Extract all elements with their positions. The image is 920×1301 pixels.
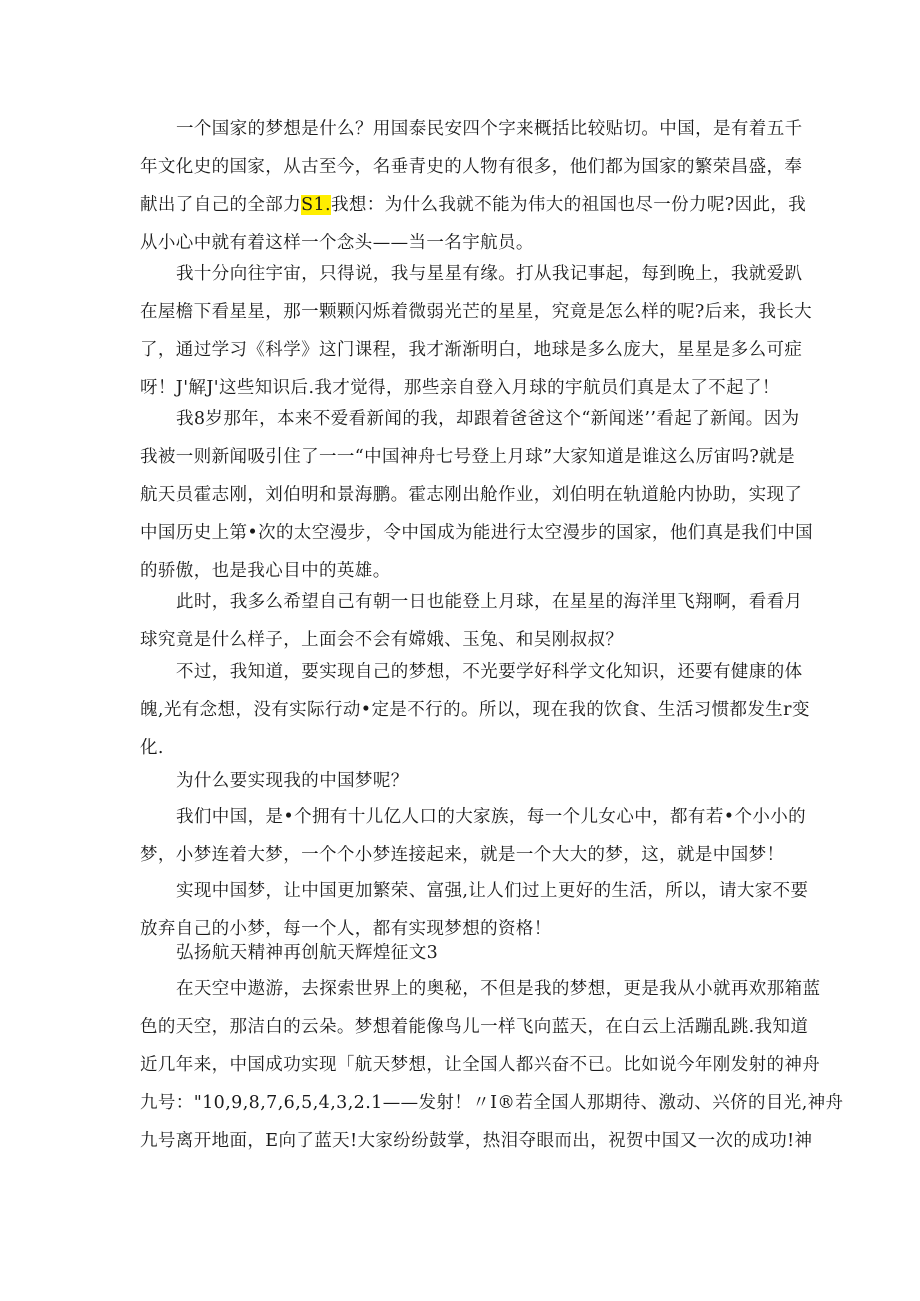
text-line: 近几年来，中国成功实现「航天梦想，让全国人都兴奋不已。比如说今年刚发射的神舟 [140, 1055, 821, 1075]
text-line: 魄,光有念想，没有实际行动•定是不行的。所以，现在我的饮食、生活习惯都发生r变 [140, 700, 810, 720]
text-line: 我们中国，是•个拥有十儿亿人口的大家族，每一个儿女心中，都有若•个小小的 [176, 807, 807, 827]
text-line [140, 186, 807, 224]
text-line: 在屋檐下看星星，那一颗颗闪烁着微弱光芒的星星，究竟是怎么样的呢?后来，我长大 [140, 302, 813, 322]
section-title: 弘扬航天精神再创航天辉煌征文3 [176, 943, 439, 963]
paragraph-3 [140, 400, 814, 590]
paragraph-1 [140, 110, 807, 262]
text-line: 色的天空，那洁白的云朵。梦想着能像鸟儿一样飞向蓝天，在白云上活蹦乱跳.我知道 [140, 1017, 809, 1037]
text-line: 九号离开地面，E向了蓝天!大家纷纷鼓掌，热泪夺眼而出，祝贺中国又一次的成功!神 [140, 1131, 813, 1151]
text-line: 化. [140, 738, 164, 758]
text-line: 放弃自己的小梦，每一个人，都有实现梦想的资格！ [140, 919, 552, 939]
heading-line: 为什么要实现我的中国梦呢？ [176, 771, 409, 791]
text-line: 一个国家的梦想是什么？用国泰民安四个字来概括比较贴切。中国，是有着五千 [176, 119, 803, 139]
text-line: 实现中国梦，让中国更加繁荣、富强,让人们过上更好的生活，所以，请大家不要 [176, 881, 809, 901]
text-line: 我8岁那年，本来不爱看新闻的我，却跟着爸爸这个“新闻迷’’看起了新闻。因为 [176, 409, 800, 429]
text-line: 年文化史的国家，从古至今，名垂青史的人物有很多，他们都为国家的繁荣昌盛，奉 [140, 157, 803, 177]
paragraph-9 [140, 934, 780, 972]
paragraph-6 [140, 762, 780, 800]
text-line: 我十分向往宇宙，只得说，我与星星有缘。打从我记事起，每到晚上，我就爱趴 [176, 264, 803, 284]
text-segment: 献出了自己的全部力 [140, 195, 302, 215]
text-line: 中国历史上第•次的太空漫步，令中国成为能进行太空漫步的国家，他们真是我们中国 [140, 523, 814, 543]
text-line: 在天空中遨游，去探索世界上的奥秘，不但是我的梦想，更是我从小就再欢那箱蓝 [176, 979, 821, 999]
text-line: 九号："10,9,8,7,6,5,4,3,2.1——发射！〃I®若全国人那期待、激动、兴侪的目光,神舟 [140, 1093, 844, 1113]
text-line: 梦，小梦连着大梦，一个个小梦连接起来，就是一个大大的梦，这，就是中国梦！ [140, 845, 785, 865]
text-line: 的骄傲，也是我心目中的英雄。 [140, 561, 391, 581]
text-line: 了，通过学习《科学》这门课程，我才渐渐明白，地球是多么庞大，星星是多么可症 [140, 340, 803, 360]
paragraph-4 [140, 583, 803, 659]
paragraph-10 [140, 970, 844, 1160]
text-line: 球究竟是什么样子，上面会不会有嫦娥、玉兔、和吴刚叔叔？ [140, 630, 624, 650]
text-line: 不过，我知道，要实现自己的梦想，不光要学好科学文化知识，还要有健康的体 [176, 662, 803, 682]
text-segment: 我想：为什么我就不能为伟大的祖国也尽一份力呢?因此，我 [331, 195, 807, 215]
text-line: 航天员霍志刚，刘伯明和景海鹏。霍志刚出舱作业，刘伯明在轨道舱内协助，实现了 [140, 485, 803, 505]
paragraph-5 [140, 653, 810, 767]
text-line: 此时，我多么希望自己有朝一日也能登上月球，在星星的海洋里飞翔啊，看看月 [176, 592, 803, 612]
text-line: 呀！J'解J'这些知识后.我才觉得，那些亲自登入月球的宇航员们真是太了不起了！ [140, 378, 780, 398]
text-line: 我被一则新闻吸引住了一一“中国神舟七号登上月球”大家知道是谁这么厉宙吗?就是 [140, 447, 795, 467]
text-line: 从小心中就有着这样一个念头——当一名宇航员。 [140, 233, 534, 253]
highlighted-text: S1. [301, 195, 331, 215]
paragraph-2 [140, 255, 813, 407]
paragraph-7 [140, 798, 807, 874]
